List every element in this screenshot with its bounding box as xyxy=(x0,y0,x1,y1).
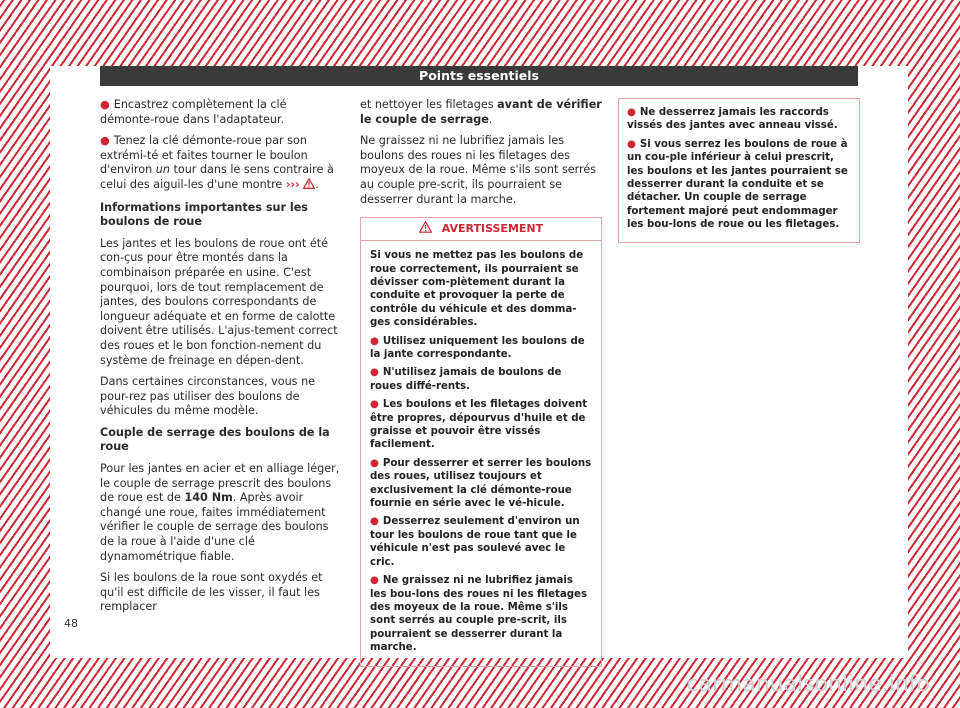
warning-body xyxy=(361,241,601,665)
page-number: 48 xyxy=(64,617,78,630)
bullet-icon: ● xyxy=(100,134,110,148)
warning-header: AVERTISSEMENT xyxy=(361,218,601,241)
warning-continuation-box xyxy=(618,98,860,243)
bullet-icon: ● xyxy=(370,457,379,469)
bullet-item: ● Encastrez complètement la clé démonte-roue dans l'adaptateur. xyxy=(100,98,287,126)
warning-triangle-icon xyxy=(303,178,315,194)
bullet-icon: ● xyxy=(370,575,379,587)
bullet-icon: ● xyxy=(370,335,379,347)
bullet-icon: ● xyxy=(370,516,379,528)
warning-item: ● Ne desserrez jamais les raccords vissés des jantes avec anneau vissé. xyxy=(627,107,838,132)
heading-couple: Couple de serrage des boulons de la roue xyxy=(100,425,330,454)
bullet-icon: ● xyxy=(370,367,379,379)
column-1 xyxy=(100,98,340,622)
paragraph: Si les boulons de la roue sont oxydés et qu'il est difficile de les visser, il faut les remplacer xyxy=(100,571,323,614)
heading-boulons: Informations importantes sur les boulons de roue xyxy=(100,200,308,229)
paragraph: Les jantes et les boulons de roue ont été con-çus pour être montés dans la combinaison préparée en usine. C'est pourquoi, lors de tout remplacement de jantes, des boulons correspondants de longueur adéquate et en forme de calotte doivent être utilisés. L'ajus-tement correct des roues et le bon fonction-nement du système de freinage en dépen-dent. xyxy=(100,236,338,367)
paragraph: Dans certaines circonstances, vous ne pour-rez pas utiliser des boulons de véhicules du même modèle. xyxy=(100,375,316,418)
warning-item: ● N'utilisez jamais de boulons de roues diffé-rents. xyxy=(370,367,562,392)
bullet-icon: ● xyxy=(100,98,110,111)
warning-box xyxy=(360,217,602,666)
section-header: Points essentiels xyxy=(100,66,858,86)
warning-item: ● Les boulons et les filetages doivent être propres, dépourvus d'huile et de graisse et pouvoir être vissés facilement. xyxy=(370,399,588,451)
bullet-item: ● Tenez la clé démonte-roue par son extrémi-té et faites tourner le boulon d'environ un tour dans le sens contraire à celui des aiguil-les d'une montre ››› . xyxy=(100,134,340,193)
warning-triangle-icon xyxy=(419,219,432,241)
reference-arrows[interactable]: ››› xyxy=(285,177,300,191)
bullet-icon: ● xyxy=(627,107,636,118)
paragraph: Pour les jantes en acier et en alliage léger, le couple de serrage prescrit des boulons de roue est de 140 Nm. Après avoir changé une roue, faites immédiatement vérifier le couple de serrage des boulons de la roue à l'aide d'une clé dynamométrique fiable. xyxy=(100,462,340,563)
warning-item: ● Ne graissez ni ne lubrifiez jamais les bou-lons des roues ni les filetages des moyeux de la roue. Même s'ils sont serrés au couple pre-scrit, ils pourraient se desserrer durant la marche. xyxy=(370,575,588,654)
warning-item: ● Utilisez uniquement les boulons de la jante correspondante. xyxy=(370,335,585,360)
warning-item: ● Si vous serrez les boulons de roue à un cou-ple inférieur à celui prescrit, les boulons et les jantes pourraient se desserrer durant la conduite et se détacher. Un couple de serrage fortement majoré peut endommager les bou-lons de roue ou les filetages. xyxy=(627,138,848,231)
paragraph: Ne graissez ni ne lubrifiez jamais les boulons des roues ni les filetages des moyeux de la roue. Même s'ils sont serrés au couple pre-scrit, ils pourraient se desserrer durant la marche. xyxy=(360,134,597,206)
column-2 xyxy=(360,98,602,667)
bullet-icon: ● xyxy=(627,138,636,150)
warning-intro: Si vous ne mettez pas les boulons de roue correctement, ils pourraient se dévisser com-plètement durant la conduite et provoquer la perte de contrôle du véhicule et des domma-ges considérables. xyxy=(370,250,584,329)
bullet-icon: ● xyxy=(370,399,379,411)
paragraph: et nettoyer les filetages avant de vérifier le couple de serrage. xyxy=(360,98,602,126)
warning-item: ● Pour desserrer et serrer les boulons des roues, utilisez toujours et exclusivement la clé démonte-roue fournie en série avec le vé-hicule. xyxy=(370,457,592,510)
column-3 xyxy=(618,98,860,243)
watermark: carmanualsonline.info xyxy=(686,672,930,697)
warning-item: ● Desserrez seulement d'environ un tour les boulons de roue tant que le véhicule n'est pas soulevé avec le cric. xyxy=(370,516,580,568)
